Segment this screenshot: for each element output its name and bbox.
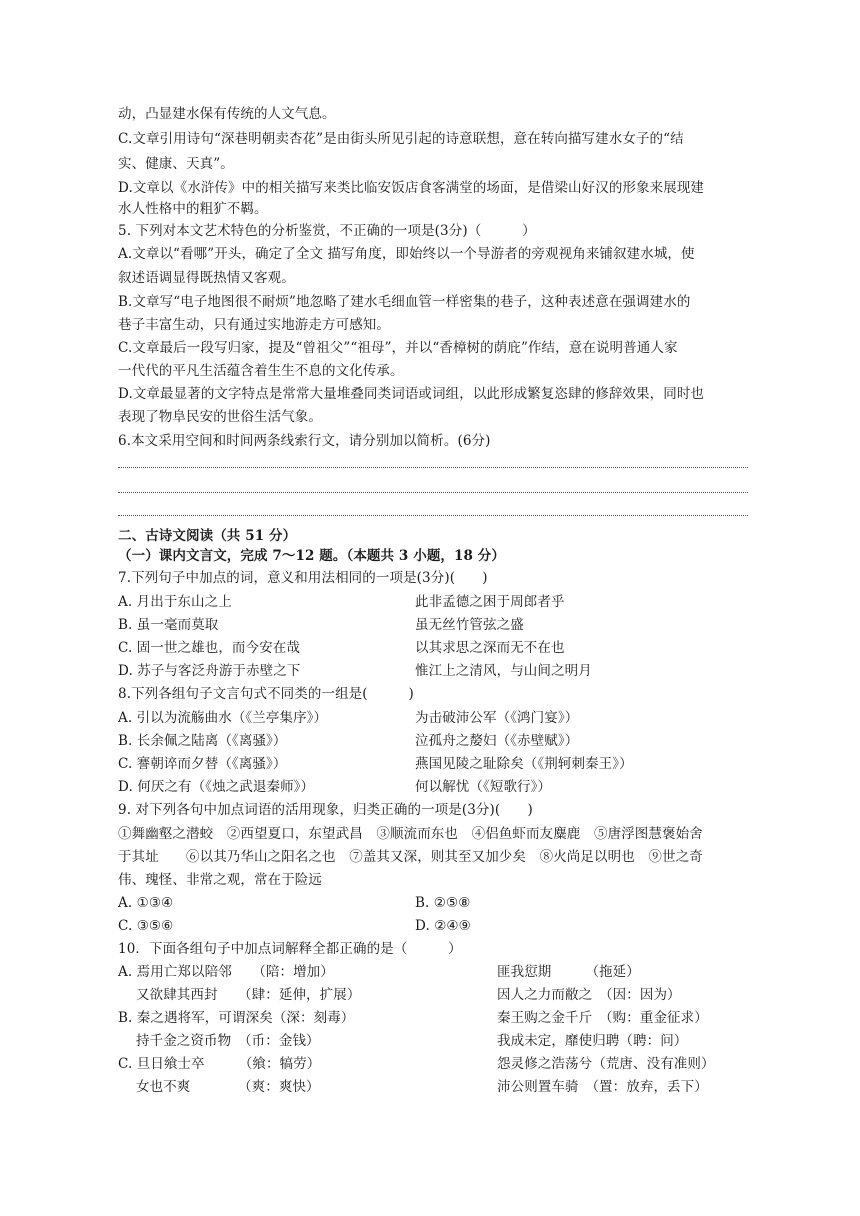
- question-8-stem: 8.下列各组句子文言句式不同类的一组是( ): [118, 686, 414, 702]
- text-line: D.文章以《水浒传》中的相关描写来类比临安饭店食客满堂的场面，是借梁山好汉的形象来展现建: [118, 180, 705, 196]
- text-line: 动，凸显建水保有传统的人文气息。: [118, 106, 336, 122]
- question-9-stem: 9. 对下列各句中加点词语的活用现象，归类正确的一项是(3分)( ): [118, 802, 533, 818]
- option-left: A. 焉用亡郑以陪邻 （陪：增加）: [118, 964, 334, 980]
- option-right: 泣孤舟之嫠妇（《赤壁赋》）: [415, 733, 579, 749]
- option-left: D. 苏子与客泛舟游于赤壁之下: [118, 663, 301, 679]
- option-a-line: 叙述语调显得既热情又客观。: [118, 270, 295, 286]
- answer-line[interactable]: [118, 492, 748, 493]
- option-d-line: D.文章最显著的文字特点是常常大量堆叠同类词语或词组，以此形成繁复恣肆的修辞效果，同时也: [118, 386, 705, 402]
- question-6-stem: 6.本文采用空间和时间两条线索行文，请分别加以简析。(6分): [118, 433, 491, 449]
- option-a-line: A.文章以“看哪”开头，确定了全文 描写角度，即始终以一个导游者的旁观视角来铺叙建水城，使: [118, 246, 695, 262]
- option-left: 女也不爽 （爽：爽快）: [118, 1079, 320, 1095]
- option-b-line: B.文章写“电子地图很不耐烦”地忽略了建水毛细血管一样密集的巷子，这种表述意在强调建水的: [118, 294, 691, 310]
- option-left: B. 虽一毫而莫取: [118, 617, 219, 633]
- option-d: D. ②④⑨: [415, 918, 471, 934]
- option-right: 虽无丝竹管弦之盛: [415, 617, 524, 633]
- option-right: 燕国见陵之耻除矣（《荆轲刺秦王》）: [415, 756, 633, 772]
- option-left: C. 謇朝谇而夕替（《离骚》）: [118, 756, 287, 772]
- option-right: 惟江上之清风，与山间之明月: [415, 663, 592, 679]
- option-left: A. 月出于东山之上: [118, 594, 232, 610]
- option-d-line: 表现了物阜民安的世俗生活气象。: [118, 409, 322, 425]
- answer-line[interactable]: [118, 467, 748, 468]
- option-left: C. 固一世之雄也，而今安在哉: [118, 640, 300, 656]
- section-title: 二、古诗文阅读（共 51 分）: [118, 528, 297, 544]
- option-left: D. 何厌之有（《烛之武退秦师》）: [118, 779, 315, 795]
- text-line: C.文章引用诗句“深巷明朝卖杏花”是由街头所见引起的诗意联想，意在转向描写建水女子的“结: [118, 131, 684, 147]
- question-7-stem: 7.下列句子中加点的词，意义和用法相同的一项是(3分)( ): [118, 570, 488, 586]
- option-right: 匪我愆期 （拖延）: [497, 964, 640, 980]
- option-right: 怨灵修之浩荡兮（荒唐、没有准则）: [497, 1056, 715, 1072]
- text-line: 水人性格中的粗犷不羁。: [118, 201, 268, 217]
- question-5-stem: 5. 下列对本文艺术特色的分析鉴赏，不正确的一项是(3分)（ ）: [118, 223, 536, 239]
- option-c-line: 一代代的平凡生活蕴含着生生不息的文化传承。: [118, 363, 404, 379]
- text-line: ①舞幽壑之潜蛟 ②西望夏口，东望武昌 ③顺流而东也 ④侣鱼虾而友麋鹿 ⑤唐浮图慧褒始舍: [118, 826, 703, 842]
- text-line: 实、健康、天真”。: [118, 156, 234, 172]
- option-b: B. ②⑤⑧: [415, 895, 471, 911]
- option-c: C. ③⑤⑥: [118, 918, 174, 934]
- option-left: 又欲肆其西封 （肆：延伸，扩展）: [118, 987, 361, 1003]
- option-c-line: C.文章最后一段写归家，提及“曾祖父”“祖母”，并以“香樟树的荫庇”作结，意在说明普通人家: [118, 340, 678, 356]
- option-right: 何以解忧（《短歌行》）: [415, 779, 552, 795]
- option-right: 为击破沛公军（《鸿门宴》）: [415, 710, 579, 726]
- option-right: 沛公则置车骑 （置：放弃，丢下）: [497, 1079, 708, 1095]
- option-b-line: 巷子丰富生动，只有通过实地游走方可感知。: [118, 317, 390, 333]
- text-line: 伟、瑰怪、非常之观，常在于险远: [118, 872, 322, 888]
- answer-line[interactable]: [118, 515, 748, 516]
- option-right: 因人之力而敝之 （因：因为）: [497, 987, 681, 1003]
- option-right: 以其求思之深而无不在也: [415, 640, 565, 656]
- option-right: 此非孟德之困于周郎者乎: [415, 594, 565, 610]
- option-right: 秦王购之金千斤 （购：重金征求）: [497, 1010, 708, 1026]
- section-subtitle: （一）课内文言文，完成 7～12 题。（本题共 3 小题，18 分）: [118, 548, 506, 564]
- question-10-stem: 10．下面各组句子中加点词解释全都正确的是（ ）: [118, 941, 462, 957]
- option-right: 我成未定，靡使归聘（聘：问）: [497, 1033, 688, 1049]
- option-left: A. 引以为流觞曲水（《兰亭集序》）: [118, 710, 328, 726]
- option-left: 持千金之资币物 （币：金钱）: [118, 1033, 320, 1049]
- option-left: C. 旦日飨士卒 （飨：犒劳）: [118, 1056, 321, 1072]
- option-left: B. 秦之遇将军，可谓深矣（深：刻毒）: [118, 1010, 355, 1026]
- text-line: 于其址 ⑥以其乃华山之阳名之也 ⑦盖其又深，则其至又加少矣 ⑧火尚足以明也 ⑨世之奇: [118, 849, 703, 865]
- option-left: B. 长余佩之陆离（《离骚》）: [118, 733, 287, 749]
- option-a: A. ①③④: [118, 895, 174, 911]
